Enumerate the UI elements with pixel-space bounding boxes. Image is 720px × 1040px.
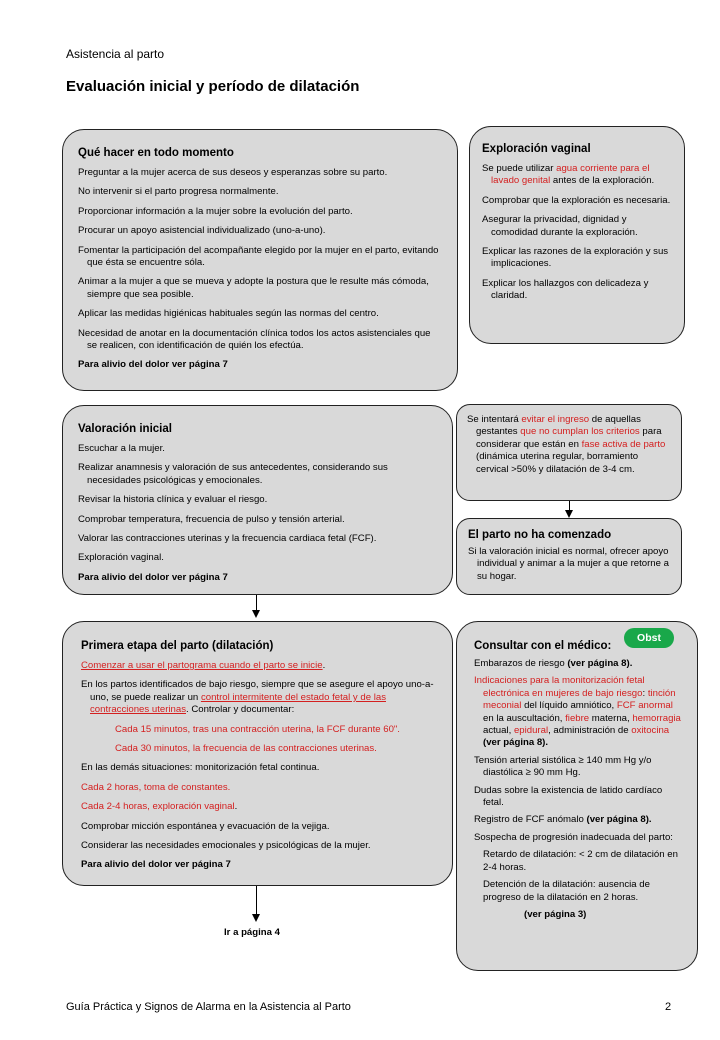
arrow-head <box>565 510 573 518</box>
list-item: Aplicar las medidas higiénicas habituales según las normas del centro. <box>78 308 379 320</box>
list-item: Necesidad de anotar en la documentación clínica todos los actos asistenciales que se realicen, con identificación de quién los efectúa. <box>78 327 431 352</box>
list-item: No intervenir si el parto progresa normalmente. <box>78 186 279 198</box>
list-item: Valorar las contracciones uterinas y la frecuencia cardiaca fetal (FCF). <box>78 533 377 545</box>
page-title: Evaluación inicial y período de dilatación <box>66 78 360 95</box>
list-item: Indicaciones para la monitorización fetal electrónica en mujeres de bajo riesgo: tinción meconial del líquido amniótico, FCF anormal en la auscultación, fiebre materna, hemorragia actual, epidural, administración de oxitocina (ver página 8). <box>474 675 681 749</box>
list-item: Comprobar micción espontánea y evacuación de la vejiga. <box>81 820 330 832</box>
list-item: Se puede utilizar agua corriente para el lavado genital antes de la exploración. <box>482 163 655 187</box>
list-item: Detención de la dilatación: ausencia de progreso de la dilatación en 2 horas. <box>483 879 650 903</box>
list-item: Asegurar la privacidad, dignidad y comodidad durante la exploración. <box>482 214 638 238</box>
box-consultar-title: Consultar con el médico: <box>474 640 612 652</box>
box-exploracion-vaginal <box>469 126 685 344</box>
list-item: Revisar la historia clínica y evaluar el riesgo. <box>78 494 268 506</box>
list-item: Dudas sobre la existencia de latido cardíaco fetal. <box>474 784 663 809</box>
pain-relief-link[interactable]: Para alivio del dolor ver página 7 <box>81 859 231 871</box>
list-item: Tensión arterial sistólica ≥ 140 mm Hg y/o diastólica ≥ 90 mm Hg. <box>474 754 652 779</box>
list-item: Cada 15 minutos, tras una contracción uterina, la FCF durante 60". <box>115 723 400 735</box>
list-item: Comprobar temperatura, frecuencia de pulso y tensión arterial. <box>78 513 345 525</box>
pain-relief-link[interactable]: Para alivio del dolor ver página 7 <box>78 359 228 371</box>
list-item: Considerar las necesidades emocionales y psicológicas de la mujer. <box>81 840 371 852</box>
list-item: Exploración vaginal. <box>78 552 164 564</box>
box-consultar-medico <box>456 621 698 971</box>
arrow-valoracion <box>256 595 257 611</box>
list-item: Escuchar a la mujer. <box>78 443 165 454</box>
ver-pagina-3-link[interactable]: (ver página 3) <box>524 908 587 920</box>
no-comenzado-text: Si la valoración inicial es normal, ofrecer apoyo individual y animar a la mujer a que retorne a su hogar. <box>468 546 669 582</box>
list-item: Registro de FCF anómalo (ver página 8). <box>474 814 652 826</box>
box-primera-etapa <box>62 621 453 886</box>
page-number: 2 <box>665 1001 672 1013</box>
box-todo-momento <box>62 129 458 391</box>
list-item: Sospecha de progresión inadecuada del parto: <box>474 831 673 843</box>
arrow-primera-etapa <box>256 886 257 916</box>
arrow-head <box>252 914 260 922</box>
pain-relief-link[interactable]: Para alivio del dolor ver página 7 <box>78 571 228 583</box>
list-item: Cada 2-4 horas, exploración vaginal. <box>81 801 238 813</box>
box-exploracion-title: Exploración vaginal <box>482 143 591 155</box>
list-item: Fomentar la participación del acompañante elegido por la mujer en el parto, evitando que ésta se encuentre sóla. <box>78 244 439 269</box>
list-item: Procurar un apoyo asistencial individualizado (uno-a-uno). <box>78 225 326 237</box>
box-valoracion-inicial <box>62 405 453 595</box>
list-item: Retardo de dilatación: < 2 cm de dilatación en 2-4 horas. <box>483 849 678 873</box>
section-label: Asistencia al parto <box>66 47 165 61</box>
box-no-comenzado-title: El parto no ha comenzado <box>468 529 612 541</box>
obst-badge: Obst <box>624 628 674 648</box>
list-item: Explicar las razones de la exploración y sus implicaciones. <box>482 246 669 270</box>
list-item: Comenzar a usar el partograma cuando el parto se inicie. <box>81 660 326 671</box>
list-item: Realizar anamnesis y valoración de sus antecedentes, considerando sus necesidades psicológicas y emocionales. <box>78 462 388 486</box>
box-criterios-ingreso <box>456 404 682 501</box>
goto-page-4-link[interactable]: Ir a página 4 <box>224 927 280 938</box>
box-primera-etapa-title: Primera etapa del parto (dilatación) <box>81 640 274 652</box>
list-item: En las demás situaciones: monitorización fetal continua. <box>81 762 320 774</box>
footer-text: Guía Práctica y Signos de Alarma en la Asistencia al Parto <box>66 1001 351 1013</box>
list-item: Embarazos de riesgo (ver página 8). <box>474 658 633 669</box>
list-item: Comprobar que la exploración es necesaria. <box>482 194 671 206</box>
ingreso-text: Se intentará evitar el ingreso de aquellas gestantes que no cumplan los criterios para considerar que están en fase activa de parto (dinámica uterina regular, borramiento cervical >50% y dilatación de 3-4 cm. <box>467 414 666 475</box>
arrow-head <box>252 610 260 618</box>
list-item: Proporcionar información a la mujer sobre la evolución del parto. <box>78 205 353 217</box>
list-item: Cada 30 minutos, la frecuencia de las contracciones uterinas. <box>115 743 377 755</box>
list-item: Preguntar a la mujer acerca de sus deseos y esperanzas sobre su parto. <box>78 167 388 178</box>
box-todo-momento-title: Qué hacer en todo momento <box>78 147 234 159</box>
list-item: En los partos identificados de bajo riesgo, siempre que se asegure el apoyo uno-a-uno, se puede realizar un control intermitente del estado fetal y de las contracciones uterinas. Controlar y documentar: <box>81 679 434 716</box>
list-item: Explicar los hallazgos con delicadeza y claridad. <box>482 277 649 302</box>
box-parto-no-comenzado <box>456 518 682 595</box>
box-valoracion-title: Valoración inicial <box>78 423 172 435</box>
list-item: Cada 2 horas, toma de constantes. <box>81 781 231 793</box>
list-item: Animar a la mujer a que se mueva y adopte la postura que le resulte más cómoda, siempre que sea posible. <box>78 276 429 300</box>
